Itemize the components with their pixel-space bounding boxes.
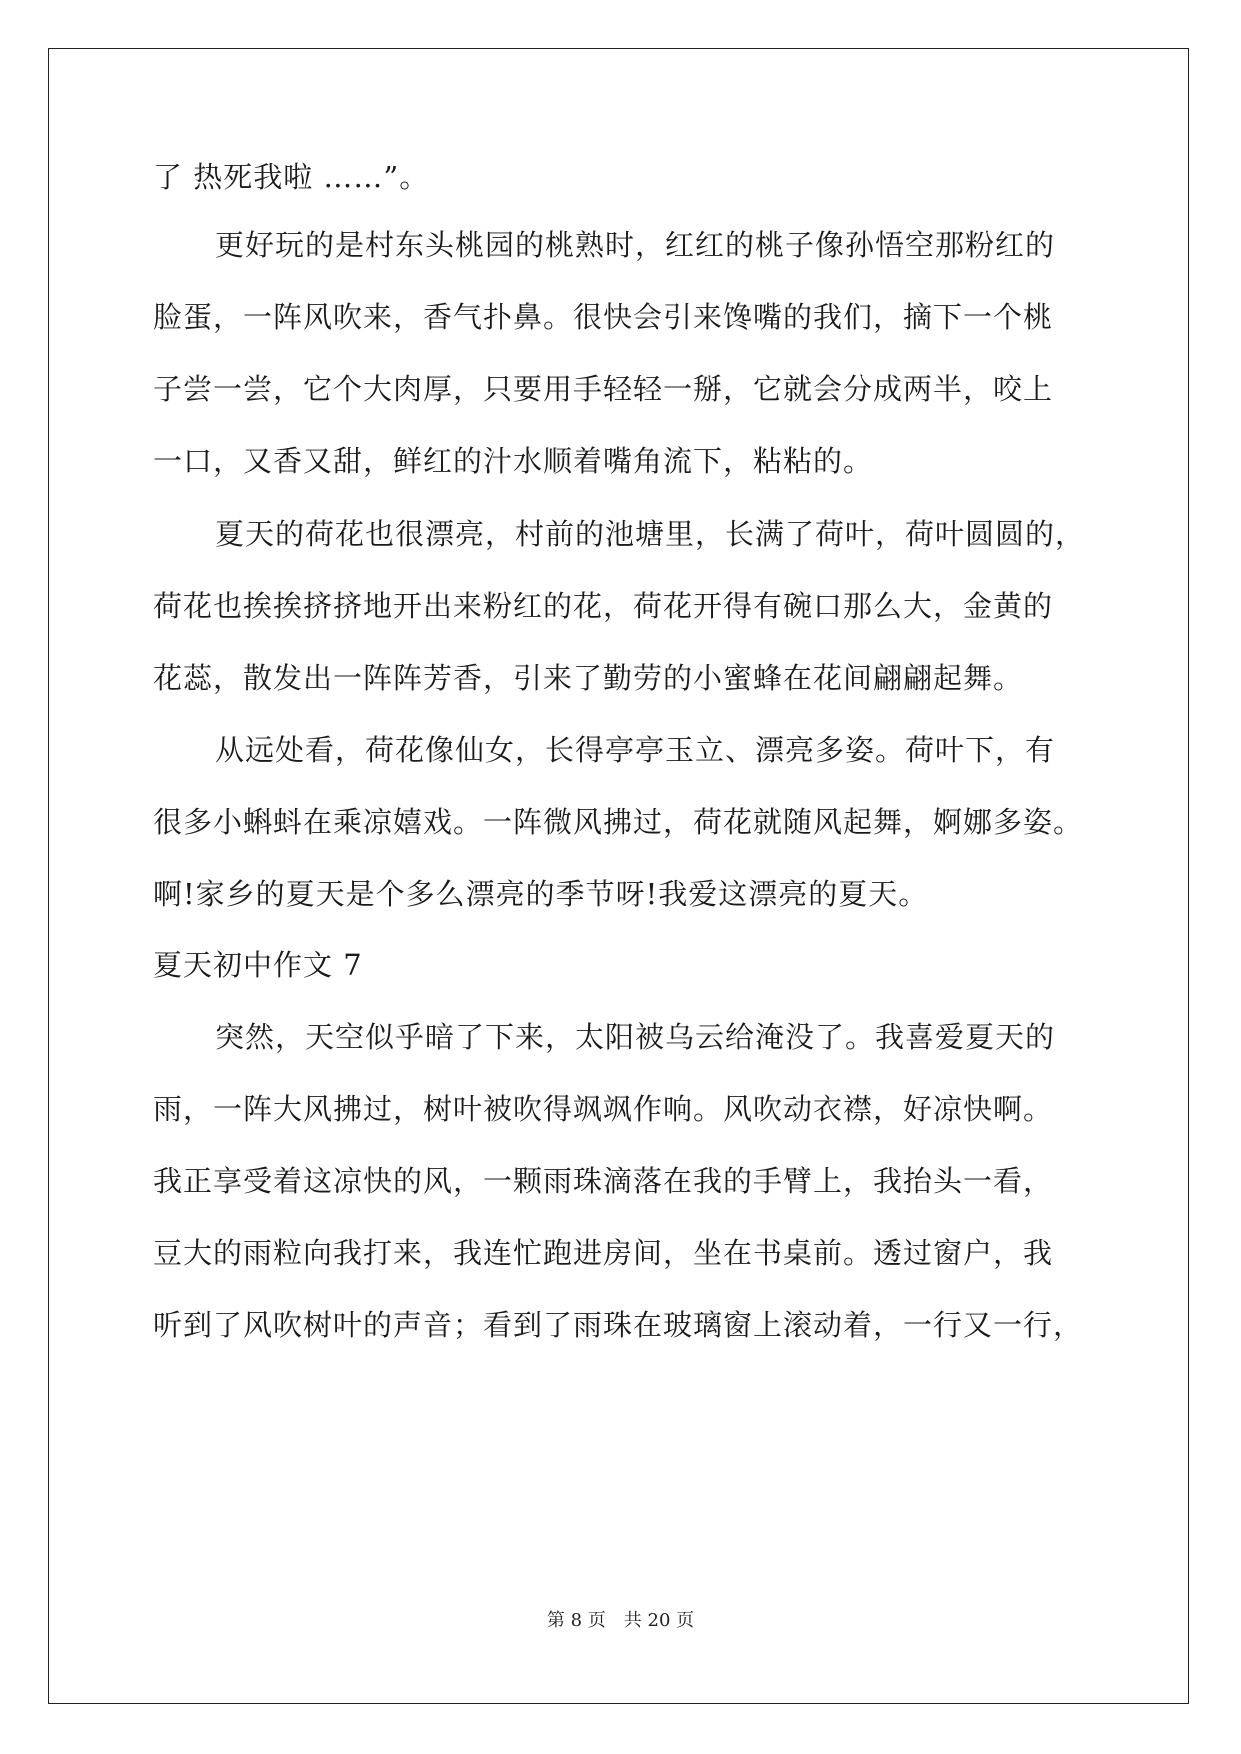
- text-line: 子尝一尝，它个大肉厚，只要用手轻轻一掰，它就会分成两半，咬上: [153, 372, 1054, 406]
- text-line: 花蕊，散发出一阵阵芳香，引来了勤劳的小蜜蜂在花间翩翩起舞。: [153, 661, 1024, 695]
- section-heading: 夏天初中作文 7: [153, 948, 363, 982]
- text-line: 荷花也挨挨挤挤地开出来粉红的花，荷花开得有碗口那么大，金黄的: [153, 589, 1054, 623]
- paragraph-start: 更好玩的是村东头桃园的桃熟时，红红的桃子像孙悟空那粉红的: [215, 228, 1056, 262]
- text-line: 了 热死我啦 ……”。: [153, 160, 430, 194]
- page-number-footer: 第 8 页 共 20 页: [546, 1610, 695, 1631]
- text-line: 一口，又香又甜，鲜红的汁水顺着嘴角流下，粘粘的。: [153, 444, 874, 478]
- text-line: 啊!家乡的夏天是个多么漂亮的季节呀!我爱这漂亮的夏天。: [153, 877, 929, 911]
- text-line: 很多小蝌蚪在乘凉嬉戏。一阵微风拂过，荷花就随风起舞，婀娜多姿。: [153, 805, 1084, 839]
- text-line: 我正享受着这凉快的风，一颗雨珠滴落在我的手臂上，我抬头一看，: [153, 1164, 1054, 1198]
- text-line: 脸蛋，一阵风吹来，香气扑鼻。很快会引来馋嘴的我们，摘下一个桃: [153, 300, 1054, 334]
- text-line: 雨，一阵大风拂过，树叶被吹得飒飒作响。风吹动衣襟，好凉快啊。: [153, 1092, 1054, 1126]
- paragraph-start: 从远处看，荷花像仙女，长得亭亭玉立、漂亮多姿。荷叶下，有: [215, 733, 1056, 767]
- paragraph-start: 突然，天空似乎暗了下来，太阳被乌云给淹没了。我喜爱夏天的: [215, 1020, 1056, 1054]
- text-line: 听到了风吹树叶的声音；看到了雨珠在玻璃窗上滚动着，一行又一行，: [153, 1308, 1084, 1342]
- text-line: 豆大的雨粒向我打来，我连忙跑进房间，坐在书桌前。透过窗户，我: [153, 1236, 1054, 1270]
- paragraph-start: 夏天的荷花也很漂亮，村前的池塘里，长满了荷叶，荷叶圆圆的，: [215, 517, 1086, 551]
